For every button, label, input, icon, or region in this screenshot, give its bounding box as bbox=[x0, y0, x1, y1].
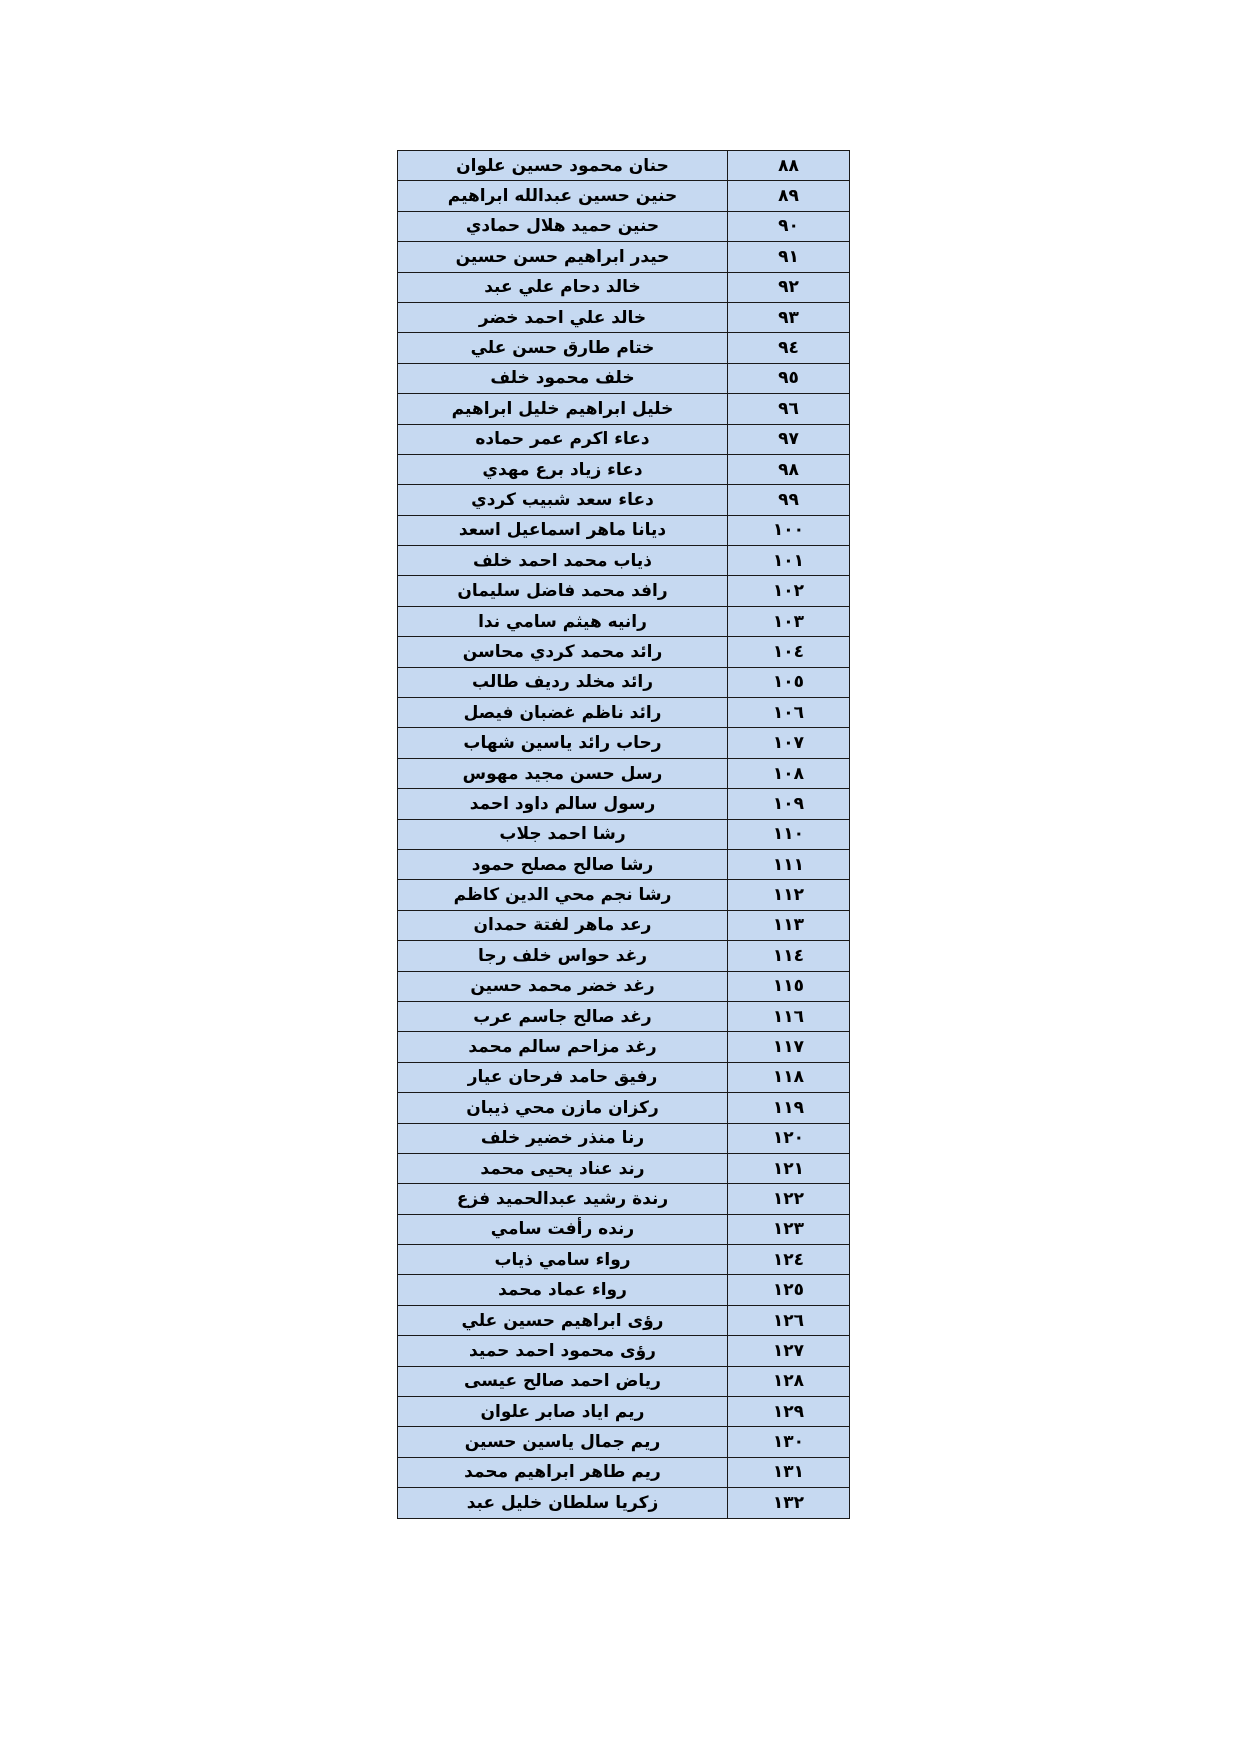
serial-number-cell: ١٢٤ bbox=[728, 1245, 850, 1275]
serial-number-cell: ١٠٨ bbox=[728, 758, 850, 788]
serial-number-cell: ١٣١ bbox=[728, 1457, 850, 1487]
table-row bbox=[398, 424, 850, 454]
table-row bbox=[398, 789, 850, 819]
student-name-cell: رغد مزاحم سالم محمد bbox=[398, 1032, 728, 1062]
table-row bbox=[398, 971, 850, 1001]
table-row bbox=[398, 1062, 850, 1092]
serial-number-cell: ١٠٥ bbox=[728, 667, 850, 697]
table-row bbox=[398, 880, 850, 910]
serial-number-cell: ١٢٠ bbox=[728, 1123, 850, 1153]
student-name-cell: ختام طارق حسن علي bbox=[398, 333, 728, 363]
serial-number-cell: ٩٥ bbox=[728, 363, 850, 393]
student-name-cell: رسول سالم داود احمد bbox=[398, 789, 728, 819]
serial-number-cell: ٩٣ bbox=[728, 302, 850, 332]
serial-number-cell: ١١٣ bbox=[728, 910, 850, 940]
serial-number-cell: ١٢٩ bbox=[728, 1397, 850, 1427]
table-row bbox=[398, 1032, 850, 1062]
serial-number-cell: ١١٨ bbox=[728, 1062, 850, 1092]
serial-number-cell: ١٢٥ bbox=[728, 1275, 850, 1305]
student-name-cell: رائد مخلد رديف طالب bbox=[398, 667, 728, 697]
student-name-cell: رؤى ابراهيم حسين علي bbox=[398, 1305, 728, 1335]
table-row bbox=[398, 1275, 850, 1305]
serial-number-cell: ١٠٠ bbox=[728, 515, 850, 545]
serial-number-cell: ٩١ bbox=[728, 242, 850, 272]
student-name-cell: ركزان مازن محي ذيبان bbox=[398, 1093, 728, 1123]
serial-number-cell: ١٠٢ bbox=[728, 576, 850, 606]
names-table bbox=[397, 150, 850, 1519]
table-row bbox=[398, 1336, 850, 1366]
table-row bbox=[398, 394, 850, 424]
table-row bbox=[398, 819, 850, 849]
student-name-cell: ذياب محمد احمد خلف bbox=[398, 546, 728, 576]
student-name-cell: ريم جمال ياسين حسين bbox=[398, 1427, 728, 1457]
student-name-cell: رائد محمد كردي محاسن bbox=[398, 637, 728, 667]
student-name-cell: ديانا ماهر اسماعيل اسعد bbox=[398, 515, 728, 545]
serial-number-cell: ٩٩ bbox=[728, 485, 850, 515]
table-row bbox=[398, 1305, 850, 1335]
serial-number-cell: ١٠٧ bbox=[728, 728, 850, 758]
serial-number-cell: ١١٤ bbox=[728, 941, 850, 971]
table-row bbox=[398, 606, 850, 636]
table-row bbox=[398, 1245, 850, 1275]
table-row bbox=[398, 485, 850, 515]
serial-number-cell: ٩٠ bbox=[728, 211, 850, 241]
serial-number-cell: ١٠٣ bbox=[728, 606, 850, 636]
student-name-cell: زكريا سلطان خليل عبد bbox=[398, 1488, 728, 1518]
student-name-cell: رشا صالح مصلح حمود bbox=[398, 849, 728, 879]
serial-number-cell: ١٢٨ bbox=[728, 1366, 850, 1396]
student-name-cell: دعاء اكرم عمر حماده bbox=[398, 424, 728, 454]
student-name-cell: ريم اياد صابر علوان bbox=[398, 1397, 728, 1427]
table-row bbox=[398, 454, 850, 484]
serial-number-cell: ٨٩ bbox=[728, 181, 850, 211]
serial-number-cell: ٩٨ bbox=[728, 454, 850, 484]
table-row bbox=[398, 1427, 850, 1457]
table-row bbox=[398, 667, 850, 697]
student-name-cell: رشا نجم محي الدين كاظم bbox=[398, 880, 728, 910]
serial-number-cell: ١٢٣ bbox=[728, 1214, 850, 1244]
student-name-cell: رغد خضر محمد حسين bbox=[398, 971, 728, 1001]
table-row bbox=[398, 576, 850, 606]
student-name-cell: رواء سامي ذياب bbox=[398, 1245, 728, 1275]
serial-number-cell: ١١٩ bbox=[728, 1093, 850, 1123]
table-row bbox=[398, 1214, 850, 1244]
student-name-cell: رائد ناظم غضبان فيصل bbox=[398, 698, 728, 728]
student-name-cell: رؤى محمود احمد حميد bbox=[398, 1336, 728, 1366]
student-name-cell: رعد ماهر لفتة حمدان bbox=[398, 910, 728, 940]
serial-number-cell: ١٣٢ bbox=[728, 1488, 850, 1518]
names-table-body bbox=[398, 151, 850, 1519]
table-row bbox=[398, 1123, 850, 1153]
student-name-cell: خلف محمود خلف bbox=[398, 363, 728, 393]
student-name-cell: رحاب رائد ياسين شهاب bbox=[398, 728, 728, 758]
table-row bbox=[398, 151, 850, 181]
student-name-cell: حنين حسين عبدالله ابراهيم bbox=[398, 181, 728, 211]
student-name-cell: رغد حواس خلف رجا bbox=[398, 941, 728, 971]
student-name-cell: رنده رأفت سامي bbox=[398, 1214, 728, 1244]
table-row bbox=[398, 363, 850, 393]
student-name-cell: حنين حميد هلال حمادي bbox=[398, 211, 728, 241]
table-row bbox=[398, 242, 850, 272]
serial-number-cell: ٩٤ bbox=[728, 333, 850, 363]
table-row bbox=[398, 272, 850, 302]
table-row bbox=[398, 1001, 850, 1031]
serial-number-cell: ١١٥ bbox=[728, 971, 850, 1001]
serial-number-cell: ١١٢ bbox=[728, 880, 850, 910]
serial-number-cell: ٨٨ bbox=[728, 151, 850, 181]
student-name-cell: حنان محمود حسين علوان bbox=[398, 151, 728, 181]
serial-number-cell: ١٢١ bbox=[728, 1153, 850, 1183]
table-row bbox=[398, 728, 850, 758]
serial-number-cell: ١٠١ bbox=[728, 546, 850, 576]
table-row bbox=[398, 181, 850, 211]
serial-number-cell: ١٢٧ bbox=[728, 1336, 850, 1366]
student-name-cell: خليل ابراهيم خليل ابراهيم bbox=[398, 394, 728, 424]
table-row bbox=[398, 1488, 850, 1518]
serial-number-cell: ١٣٠ bbox=[728, 1427, 850, 1457]
table-row bbox=[398, 849, 850, 879]
table-row bbox=[398, 758, 850, 788]
table-row bbox=[398, 333, 850, 363]
student-name-cell: خالد علي احمد خضر bbox=[398, 302, 728, 332]
serial-number-cell: ٩٧ bbox=[728, 424, 850, 454]
serial-number-cell: ١١٧ bbox=[728, 1032, 850, 1062]
table-row bbox=[398, 1366, 850, 1396]
student-name-cell: رواء عماد محمد bbox=[398, 1275, 728, 1305]
student-name-cell: رياض احمد صالح عيسى bbox=[398, 1366, 728, 1396]
serial-number-cell: ١٠٩ bbox=[728, 789, 850, 819]
student-name-cell: رانيه هيثم سامي ندا bbox=[398, 606, 728, 636]
student-name-cell: رند عناد يحيى محمد bbox=[398, 1153, 728, 1183]
table-row bbox=[398, 546, 850, 576]
table-row bbox=[398, 1184, 850, 1214]
serial-number-cell: ١٢٦ bbox=[728, 1305, 850, 1335]
table-row bbox=[398, 302, 850, 332]
serial-number-cell: ٩٦ bbox=[728, 394, 850, 424]
serial-number-cell: ٩٢ bbox=[728, 272, 850, 302]
student-name-cell: رندة رشيد عبدالحميد فزع bbox=[398, 1184, 728, 1214]
student-name-cell: حيدر ابراهيم حسن حسين bbox=[398, 242, 728, 272]
table-row bbox=[398, 1153, 850, 1183]
serial-number-cell: ١١٦ bbox=[728, 1001, 850, 1031]
student-name-cell: رافد محمد فاضل سليمان bbox=[398, 576, 728, 606]
table-row bbox=[398, 941, 850, 971]
student-name-cell: رسل حسن مجيد مهوس bbox=[398, 758, 728, 788]
serial-number-cell: ١١٠ bbox=[728, 819, 850, 849]
table-row bbox=[398, 1397, 850, 1427]
serial-number-cell: ١١١ bbox=[728, 849, 850, 879]
student-name-cell: دعاء سعد شبيب كردي bbox=[398, 485, 728, 515]
student-name-cell: دعاء زياد برع مهدي bbox=[398, 454, 728, 484]
serial-number-cell: ١٠٤ bbox=[728, 637, 850, 667]
student-name-cell: ريم طاهر ابراهيم محمد bbox=[398, 1457, 728, 1487]
table-row bbox=[398, 910, 850, 940]
table-row bbox=[398, 698, 850, 728]
student-name-cell: رشا احمد جلاب bbox=[398, 819, 728, 849]
table-row bbox=[398, 1457, 850, 1487]
student-name-cell: رفيق حامد فرحان عيار bbox=[398, 1062, 728, 1092]
table-row bbox=[398, 1093, 850, 1123]
table-row bbox=[398, 637, 850, 667]
student-name-cell: رغد صالح جاسم عرب bbox=[398, 1001, 728, 1031]
table-row bbox=[398, 515, 850, 545]
student-name-cell: رنا منذر خضير خلف bbox=[398, 1123, 728, 1153]
serial-number-cell: ١٠٦ bbox=[728, 698, 850, 728]
table-row bbox=[398, 211, 850, 241]
student-name-cell: خالد دحام علي عبد bbox=[398, 272, 728, 302]
serial-number-cell: ١٢٢ bbox=[728, 1184, 850, 1214]
